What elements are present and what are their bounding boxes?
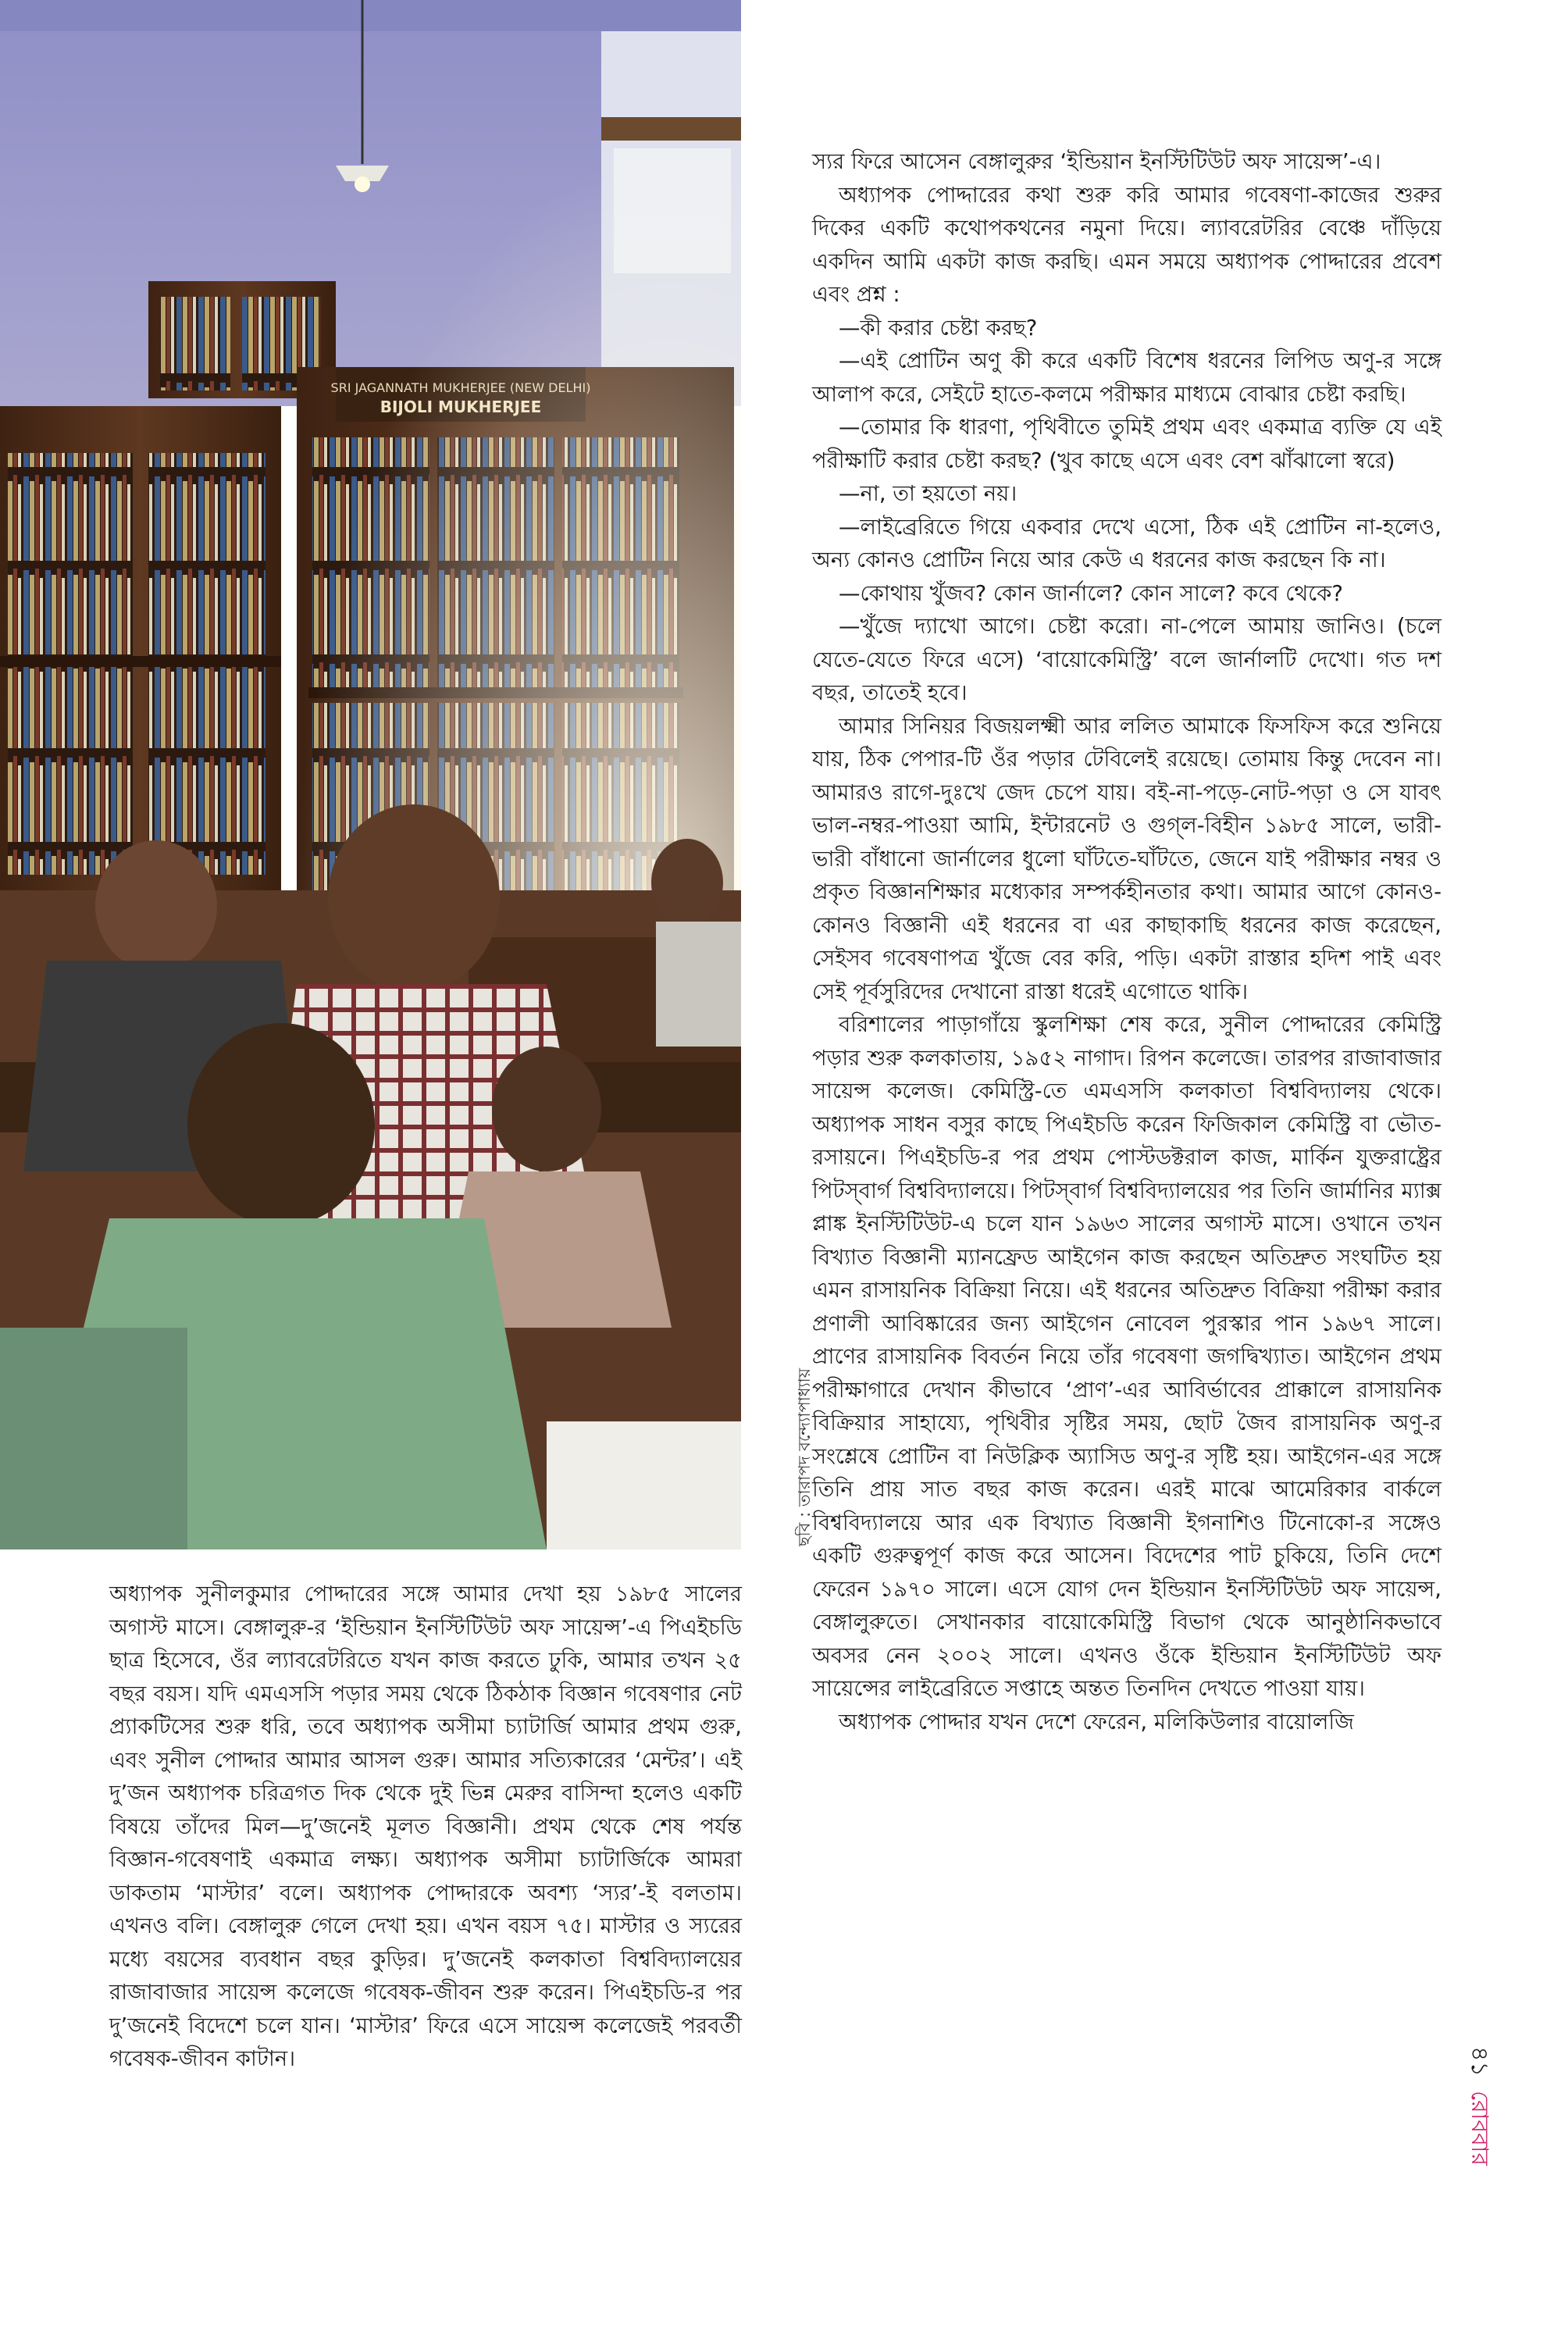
paragraph: অধ্যাপক পোদ্দার যখন দেশে ফেরেন, মলিকিউলার বায়োলজি	[839, 1709, 1354, 1735]
dialogue-line: —তোমার কি ধারণা, পৃথিবীতে তুমিই প্রথম এবং একমাত্র ব্যক্তি যে এই পরীক্ষাটি করার চেষ্টা করছ? (খুব কাছে এসে এবং বেশ ঝাঁঝালো স্বরে)	[812, 415, 1441, 473]
library-photo-illustration	[0, 0, 741, 1549]
paragraph: আমার সিনিয়র বিজয়লক্ষ্মী আর ললিত আমাকে ফিসফিস করে শুনিয়ে যায়, ঠিক পেপার-টি ওঁর পড়ার টেবিলেই রয়েছে। তোমায় কিন্তু দেবেন না। আমারও রাগে-দুঃখে জেদ চেপে যায়। বই-না-পড়ে-নোট-পড়া ও সে যাবৎ ভাল-নম্বর-পাওয়া আমি, ইন্টারনেট ও গুগ্‌ল-বিহীন ১৯৮৫ সালে, ভারী-ভারী বাঁধানো জার্নালের ধুলো ঘাঁটতে-ঘাঁটতে, জেনে যাই পরীক্ষার নম্বর ও প্রকৃত বিজ্ঞানশিক্ষার মধ্যেকার সম্পর্কহীনতার কথা। আমার আগে কোনও-কোনও বিজ্ঞানী এই ধরনের বা এর কাছাকাছি ধরনের কাজ করেছেন, সেইসব গবেষণাপত্র খুঁজে বের করি, পড়ি। একটা রাস্তার হদিশ পাই এবং সেই পূর্বসুরিদের দেখানো রাস্তা ধরেই এগোতে থাকি।	[812, 713, 1441, 1004]
dialogue-line: —কী করার চেষ্টা করছ?	[839, 315, 1038, 341]
right-text-column	[812, 145, 1441, 1738]
page-folio	[1468, 2046, 1499, 2280]
paragraph: স্যর ফিরে আসেন বেঙ্গালুরুর ‘ইন্ডিয়ান ইনস্টিটিউট অফ সায়েন্স’-এ।	[812, 149, 1381, 174]
paragraph: বরিশালের পাড়াগাঁয়ে স্কুলশিক্ষা শেষ করে, সুনীল পোদ্দারের কেমিস্ট্রি পড়ার শুরু কলকাতায়, ১৯৫২ নাগাদ। রিপন কলেজে। তারপর রাজাবাজার সায়েন্স কলেজ। কেমিস্ট্রি-তে এমএসসি কলকাতা বিশ্ববিদ্যালয় থেকে। অধ্যাপক সাধন বসুর কাছে পিএইচডি করেন ফিজিকাল কেমিস্ট্রি বা ভৌত-রসায়নে। পিএইচডি-র পর প্রথম পোস্টডক্টরাল কাজ, মার্কিন যুক্তরাষ্ট্রের পিটস্‌বার্গ বিশ্ববিদ্যালয়ে। পিটস্‌বার্গ বিশ্ববিদ্যালয়ের পর তিনি জার্মানির ম্যাক্স প্লাঙ্ক ইনস্টিটিউট-এ চলে যান ১৯৬৩ সালের অগাস্ট মাসে। ওখানে তখন বিখ্যাত বিজ্ঞানী ম্যানফ্রেড আইগেন কাজ করছেন অতিদ্রুত সংঘটিত হয় এমন রাসায়নিক বিক্রিয়া নিয়ে। এই ধরনের অতিদ্রুত বিক্রিয়া পরীক্ষা করার প্রণালী আবিষ্কারের জন্য আইগেন নোবেল পুরস্কার পান ১৯৬৭ সালে। প্রাণের রাসায়নিক বিবর্তন নিয়ে তাঁর গবেষণা জগদ্বিখ্যাত। আইগেন প্রথম পরীক্ষাগারে দেখান কীভাবে ‘প্রাণ’-এর আবির্ভাবের প্রাক্কালে রাসায়নিক বিক্রিয়ার সাহায্যে, পৃথিবীর সৃষ্টির সময়, ছোট জৈব রাসায়নিক অণু-র সংশ্লেষে প্রোটিন বা নিউক্লিক অ্যাসিড অণু-র সৃষ্টি হয়। আইগেন-এর সঙ্গে তিনি প্রায় সাত বছর কাজ করেন। এরই মাঝে আমেরিকার বার্কলে বিশ্ববিদ্যালয়ে আর এক বিখ্যাত বিজ্ঞানী ইগনাশিও টিনোকো-র সঙ্গেও একটি গুরুত্বপূর্ণ কাজ করে আসেন। বিদেশের পাট চুকিয়ে, তিনি দেশে ফেরেন ১৯৭০ সালে। এসে যোগ দেন ইন্ডিয়ান ইনস্টিটিউট অফ সায়েন্স, বেঙ্গালুরুতে। সেখানকার বায়োকেমিস্ট্রি বিভাগ থেকে আনুষ্ঠানিকভাবে অবসর নেন ২০০২ সালে। এখনও ওঁকে ইন্ডিয়ান ইনস্টিটিউট অফ সায়েন্সের লাইব্রেরিতে সপ্তাহে অন্তত তিনদিন দেখতে পাওয়া যায়।	[812, 1012, 1441, 1701]
dialogue-line: —লাইব্রেরিতে গিয়ে একবার দেখে এসো, ঠিক এই প্রোটিন না-হলেও, অন্য কোনও প্রোটিন নিয়ে আর কেউ এ ধরনের কাজ করছেন কি না।	[812, 514, 1441, 572]
dialogue-line: —কোথায় খুঁজব? কোন জার্নালে? কোন সালে? কবে থেকে?	[839, 580, 1344, 606]
page-number: ৪১	[1466, 2046, 1493, 2077]
magazine-name: রোববার	[1466, 2090, 1493, 2166]
dialogue-line: —না, তা হয়তো নয়।	[839, 481, 1017, 506]
library-photo	[0, 0, 741, 1549]
dialogue-line: —এই প্রোটিন অণু কী করে একটি বিশেষ ধরনের লিপিড অণু-র সঙ্গে আলাপ করে, সেইটে হাতে-কলমে পরীক্ষার মাধ্যমে বোঝার চেষ্টা করছি।	[812, 348, 1441, 407]
paragraph: অধ্যাপক সুনীলকুমার পোদ্দারের সঙ্গে আমার দেখা হয় ১৯৮৫ সালের অগাস্ট মাসে। বেঙ্গালুরু-র ‘ইন্ডিয়ান ইনস্টিটিউট অফ সায়েন্স’-এ পিএইচডি ছাত্র হিসেবে, ওঁর ল্যাবরেটরিতে যখন কাজ করতে ঢুকি, আমার তখন ২৫ বছর বয়স। যদি এমএসসি পড়ার সময় থেকে ঠিকঠাক বিজ্ঞান গবেষণার নেট প্র্যাকটিসের শুরু ধরি, তবে অধ্যাপক অসীমা চ্যাটার্জি আমার প্রথম গুরু, এবং সুনীল পোদ্দার আমার আসল গুরু। আমার সত্যিকারের ‘মেন্টর’। এই দু’জন অধ্যাপক চরিত্রগত দিক থেকে দুই ভিন্ন মেরুর বাসিন্দা হলেও একটি বিষয়ে তাঁদের মিল—দু’জনেই মূলত বিজ্ঞানী। প্রথম থেকে শেষ পর্যন্ত বিজ্ঞান-গবেষণাই একমাত্র লক্ষ্য। অধ্যাপক অসীমা চ্যাটার্জিকে আমরা ডাকতাম ‘মাস্টার’ বলে। অধ্যাপক পোদ্দারকে অবশ্য ‘স্যর’-ই বলতাম। এখনও বলি। বেঙ্গালুরু গেলে দেখা হয়। এখন বয়স ৭৫। মাস্টার ও স্যরের মধ্যে বয়সের ব্যবধান বছর কুড়ির। দু’জনেই কলকাতা বিশ্ববিদ্যালয়ের রাজাবাজার সায়েন্স কলেজে গবেষক-জীবন শুরু করেন। পিএইচডি-র পর দু’জনেই বিদেশে চলে যান। ‘মাস্টার’ ফিরে এসে সায়েন্স কলেজেই পরবর্তী গবেষক-জীবন কাটান।	[109, 1582, 743, 2071]
photo-credit: ছবি : তারাপদ বন্দ্যোপাধ্যায়	[795, 1368, 814, 1546]
dialogue-line: —খুঁজে দ্যাখো আগে। চেষ্টা করো। না-পেলে আমায় জানিও। (চলে যেতে-যেতে ফিরে এসে) ‘বায়োকেমিস্ট্রি’ বলে জার্নালটি দেখো। গত দশ বছর, তাতেই হবে।	[812, 614, 1441, 705]
left-text-column	[109, 1578, 742, 2076]
paragraph: অধ্যাপক পোদ্দারের কথা শুরু করি আমার গবেষণা-কাজের শুরুর দিকের একটি কথোপকথনের নমুনা দিয়ে। ল্যাবরেটরির বেঞ্চে দাঁড়িয়ে একদিন আমি একটা কাজ করছি। এমন সময়ে অধ্যাপক পোদ্দারের প্রবেশ এবং প্রশ্ন :	[812, 182, 1441, 307]
